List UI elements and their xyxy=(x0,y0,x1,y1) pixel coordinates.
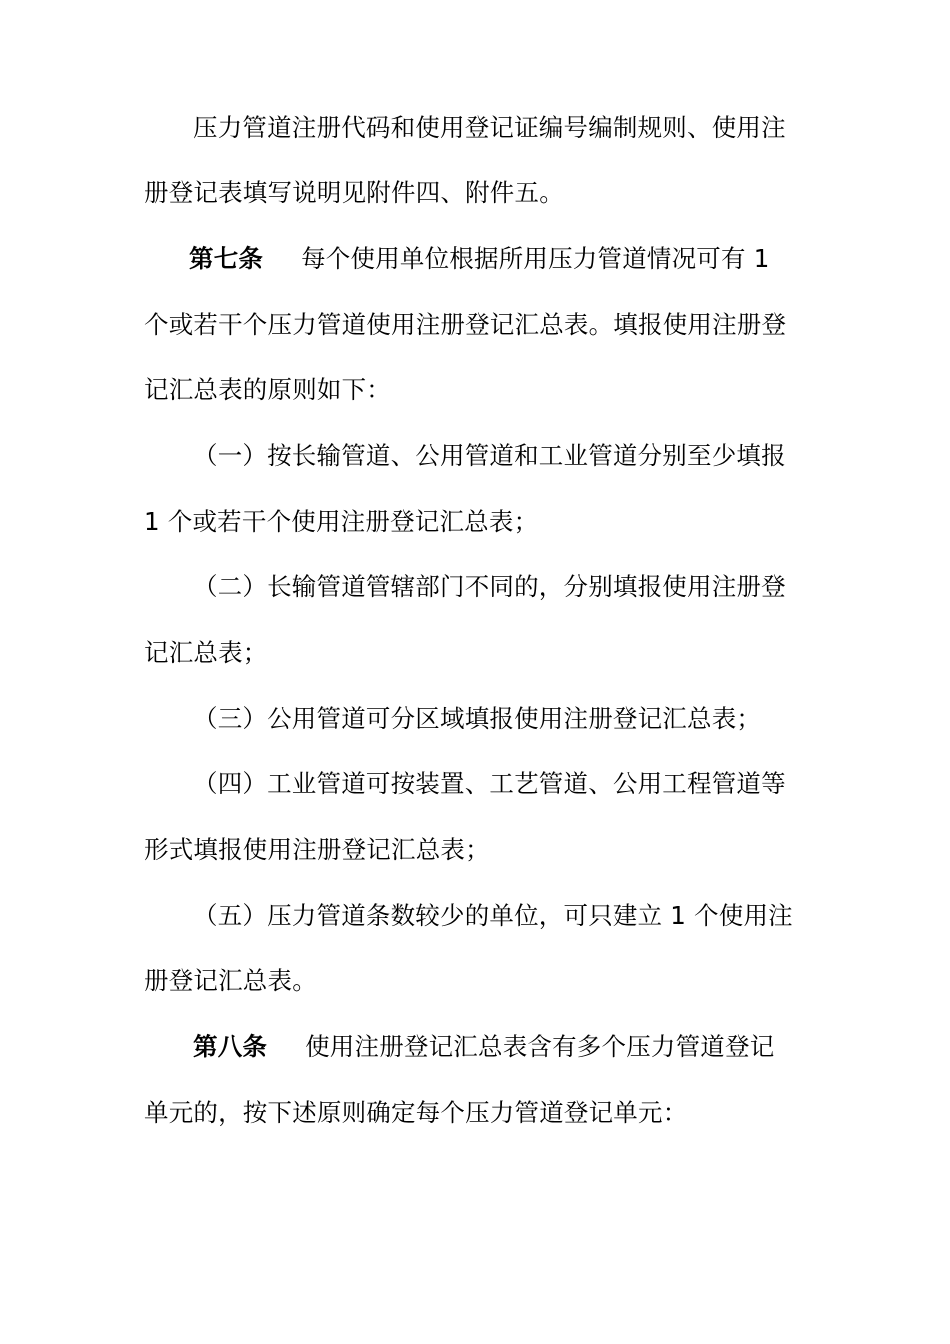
list-item-line: 记汇总表； xyxy=(144,638,268,667)
paragraph-line: 册登记表填写说明见附件四、附件五。 xyxy=(144,178,564,207)
list-item-line: （三）公用管道可分区域填报使用注册登记汇总表； xyxy=(193,704,762,733)
article-heading: 第八条 xyxy=(193,1032,268,1061)
list-item-line: 1 个或若干个使用注册登记汇总表； xyxy=(144,507,539,536)
list-item-line: 册登记汇总表。 xyxy=(144,966,317,995)
paragraph-line: 单元的，按下述原则确定每个压力管道登记单元： xyxy=(144,1098,688,1127)
paragraph-line: 个或若干个压力管道使用注册登记汇总表。填报使用注册登 xyxy=(144,310,787,339)
article-text: 使用注册登记汇总表含有多个压力管道登记 xyxy=(305,1032,775,1061)
list-item-line: （二）长输管道管辖部门不同的，分别填报使用注册登 xyxy=(193,572,786,601)
article-heading: 第七条 xyxy=(189,244,264,273)
paragraph-line: 记汇总表的原则如下： xyxy=(144,375,391,404)
list-item-line: （五）压力管道条数较少的单位，可只建立 1 个使用注 xyxy=(193,901,793,930)
paragraph-line: 压力管道注册代码和使用登记证编号编制规则、使用注 xyxy=(193,113,786,142)
list-item-line: 形式填报使用注册登记汇总表； xyxy=(144,835,490,864)
article-text: 每个使用单位根据所用压力管道情况可有 1 xyxy=(301,244,770,273)
article-8-line xyxy=(193,1031,774,1063)
list-item-line: （一）按长输管道、公用管道和工业管道分别至少填报 xyxy=(193,441,786,470)
list-item-line: （四）工业管道可按装置、工艺管道、公用工程管道等 xyxy=(193,769,786,798)
article-7-line xyxy=(189,243,769,275)
